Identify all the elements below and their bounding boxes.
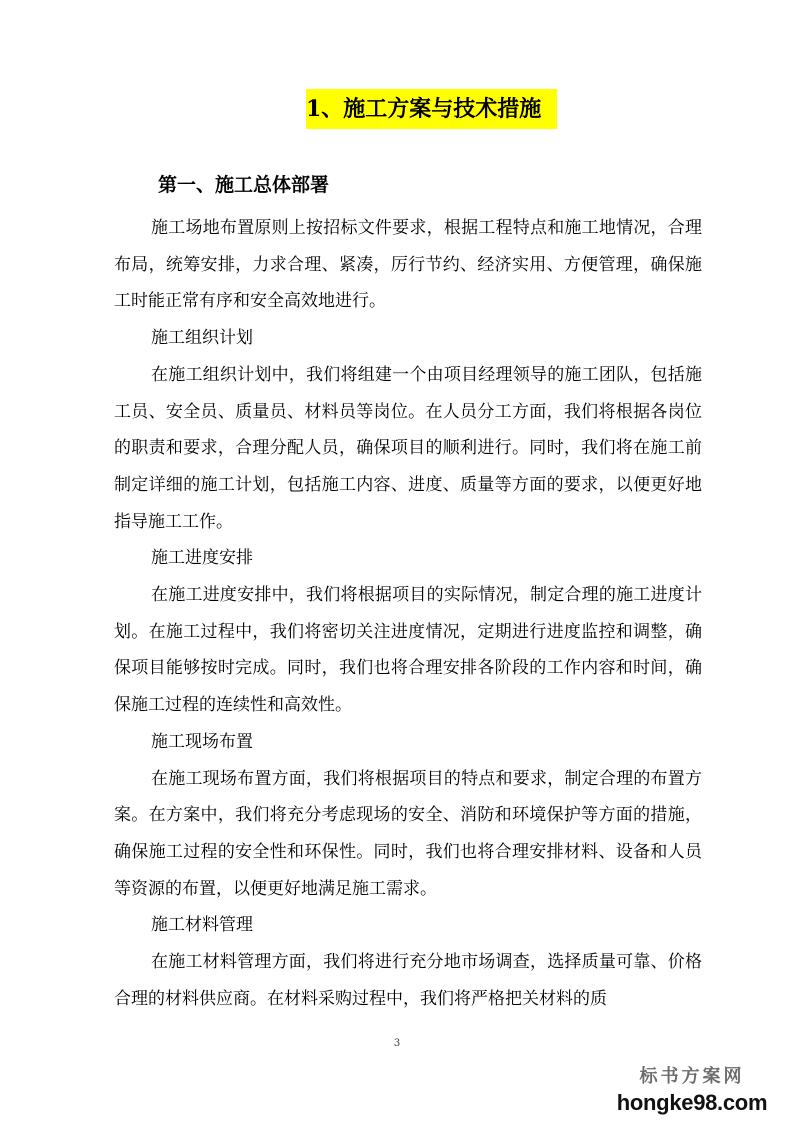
page-number: 3 — [393, 1038, 401, 1049]
subheading: 施工组织计划 — [151, 328, 253, 349]
paragraph: 在施工进度安排中，我们将根据项目的实际情况，制定合理的施工进度计划。在施工过程中，我们将密切关注进度情况，定期进行进度监控和调整，确保项目能够按时完成。同时，我们也将合理安排各阶段的工作内容和时间，确保施工过程的连续性和高效性。 — [114, 585, 702, 716]
subheading: 施工现场布置 — [151, 731, 253, 752]
section-heading: 第一、施工总体部署 — [158, 174, 330, 196]
watermark-logo — [602, 1064, 782, 1116]
document-title: 1、施工方案与技术措施 — [306, 89, 557, 129]
watermark-name: 标书方案网 — [639, 1066, 745, 1087]
subheading: 施工材料管理 — [151, 915, 253, 936]
paragraph: 在施工材料管理方面，我们将进行充分地市场调查，选择质量可靠、价格合理的材料供应商。在材料采购过程中，我们将严格把关材料的质 — [114, 952, 702, 1009]
paragraph: 在施工组织计划中，我们将组建一个由项目经理领导的施工团队，包括施工员、安全员、质量员、材料员等岗位。在人员分工方面，我们将根据各岗位的职责和要求，合理分配人员，确保项目的顺利进行。同时，我们将在施工前制定详细的施工计划，包括施工内容、进度、质量等方面的要求，以便更好地指导施工工作。 — [114, 364, 702, 532]
watermark-url: hongke98.com — [616, 1090, 768, 1115]
document-body — [114, 210, 702, 1017]
paragraph: 施工场地布置原则上按招标文件要求，根据工程特点和施工地情况，合理布局，统筹安排，力求合理、紧凑，厉行节约、经济实用、方便管理，确保施工时能正常有序和安全高效地进行。 — [114, 218, 702, 312]
subheading: 施工进度安排 — [151, 548, 253, 569]
paragraph: 在施工现场布置方面，我们将根据项目的特点和要求，制定合理的布置方案。在方案中，我们将充分考虑现场的安全、消防和环境保护等方面的措施，确保施工过程的安全性和环保性。同时，我们也将合理安排材料、设备和人员等资源的布置，以便更好地满足施工需求。 — [114, 768, 702, 899]
